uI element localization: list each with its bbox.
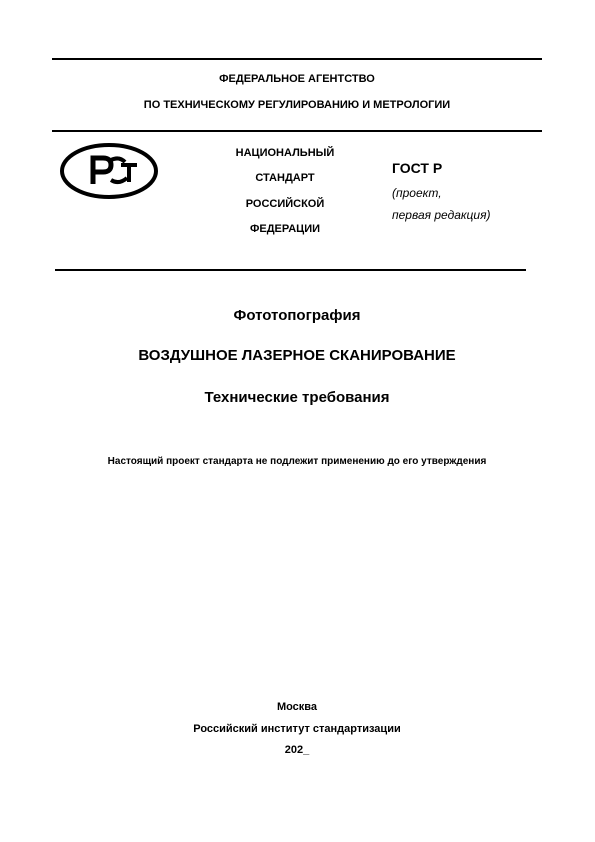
- title-main: ВОЗДУШНОЕ ЛАЗЕРНОЕ СКАНИРОВАНИЕ: [138, 347, 456, 364]
- gost-note-line-2: первая редакция): [392, 208, 491, 222]
- footer-city: Москва: [276, 701, 318, 713]
- draft-notice: Настоящий проект стандарта не подлежит применению до его утверждения: [107, 456, 487, 467]
- title-topic: Фототопография: [233, 307, 361, 324]
- footer-institute: Российский институт стандартизации: [193, 723, 401, 735]
- header-block-rule: [55, 269, 526, 271]
- gost-note-line-1: (проект,: [392, 186, 442, 200]
- agency-rule: [52, 130, 542, 132]
- footer-year: 202_: [284, 744, 310, 756]
- rst-logo-icon: [59, 142, 159, 200]
- top-rule: [52, 58, 542, 60]
- gost-label: ГОСТ Р: [392, 160, 443, 176]
- national-standard-line-2: СТАНДАРТ: [255, 172, 315, 184]
- agency-line-2: ПО ТЕХНИЧЕСКОМУ РЕГУЛИРОВАНИЮ И МЕТРОЛОГИИ: [143, 99, 451, 111]
- title-sub: Технические требования: [204, 389, 390, 406]
- national-standard-line-3: РОССИЙСКОЙ: [245, 198, 325, 210]
- agency-line-1: ФЕДЕРАЛЬНОЕ АГЕНТСТВО: [219, 73, 375, 85]
- national-standard-line-1: НАЦИОНАЛЬНЫЙ: [235, 147, 335, 159]
- national-standard-line-4: ФЕДЕРАЦИИ: [249, 223, 321, 235]
